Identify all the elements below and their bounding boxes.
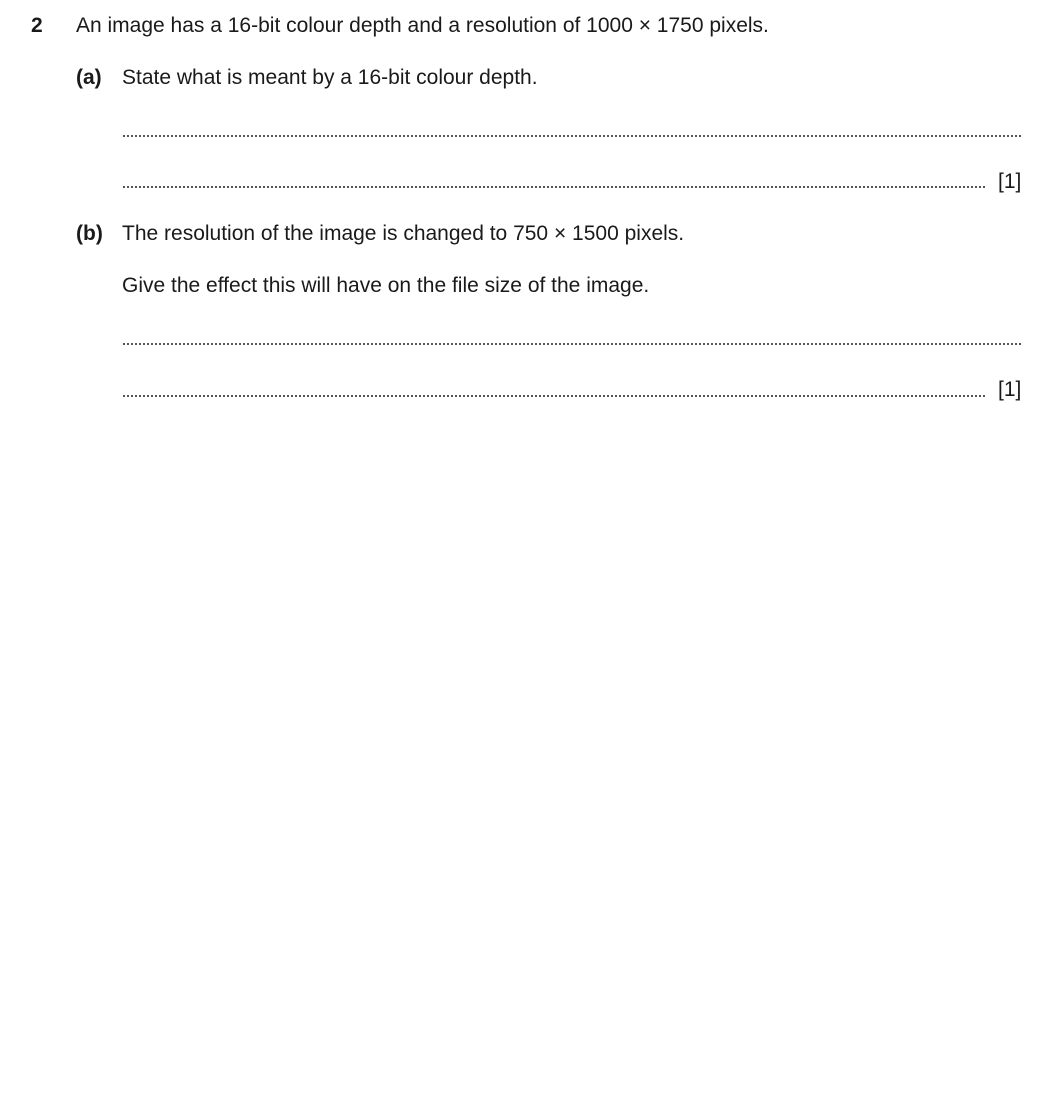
- part-a-prompt: State what is meant by a 16-bit colour depth.: [122, 66, 538, 89]
- question-stem: An image has a 16-bit colour depth and a resolution of 1000 × 1750 pixels.: [76, 14, 769, 37]
- answer-line-b2[interactable]: [123, 395, 985, 397]
- part-a-marks: [1]: [998, 170, 1022, 193]
- answer-line-b1[interactable]: [123, 343, 1021, 345]
- part-b-prompt: The resolution of the image is changed to 750 × 1500 pixels.: [122, 222, 685, 245]
- part-a-label: (a): [76, 66, 102, 89]
- part-b-instruction: Give the effect this will have on the file size of the image.: [122, 274, 650, 297]
- answer-line-a1[interactable]: [123, 135, 1021, 137]
- part-b-label: (b): [76, 222, 103, 245]
- question-number: 2: [31, 14, 43, 37]
- answer-line-a2[interactable]: [123, 186, 985, 188]
- part-b-marks: [1]: [998, 378, 1022, 401]
